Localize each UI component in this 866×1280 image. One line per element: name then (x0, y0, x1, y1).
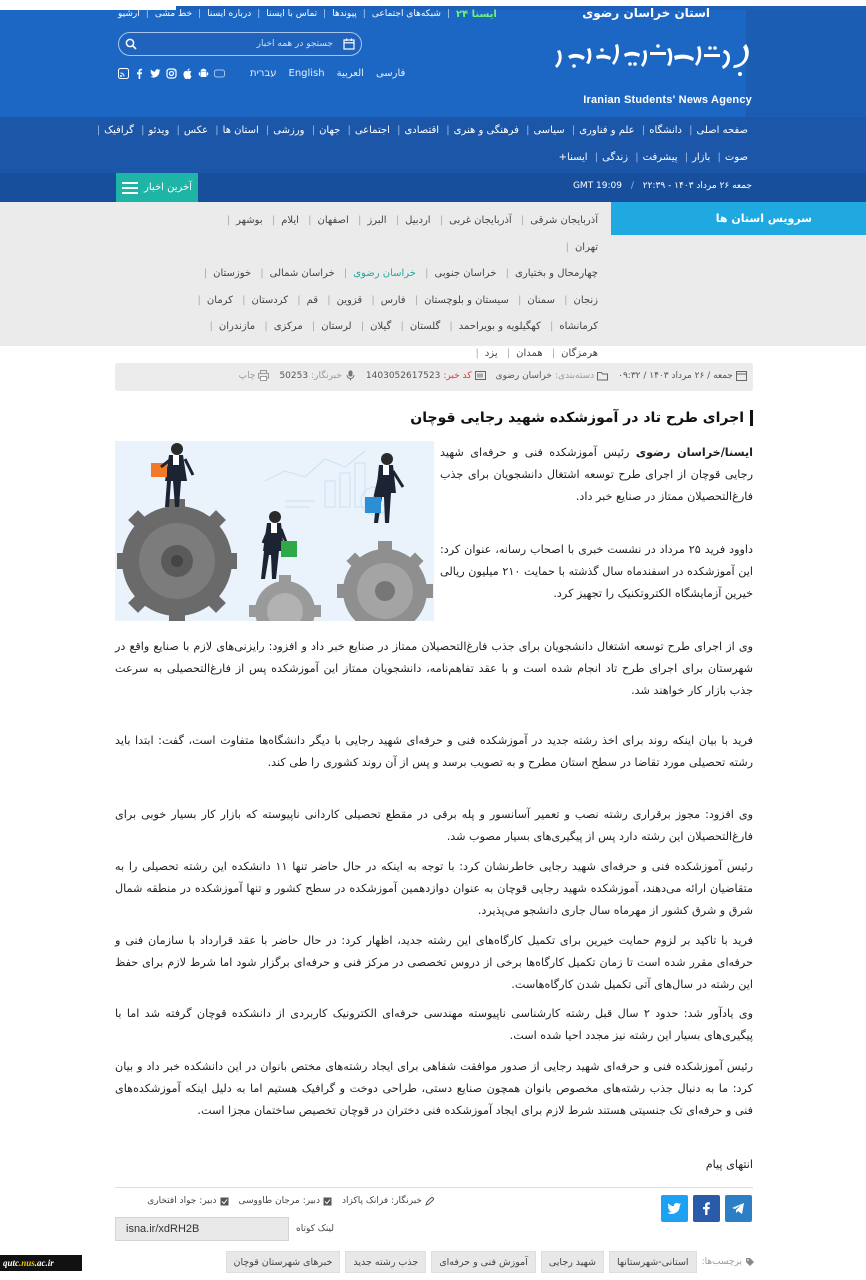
top-link-about[interactable]: درباره ایسنا (207, 9, 252, 19)
article-paragraph: فرید با بیان اینکه روند برای اخذ رشته جدید در آموزشکده فنی و حرفه‌ای شهید رجایی با دیگر دانشگاه‌ها متفاوت است، گفت: ابتدا باید رشته تحصیلی مورد تقاضا در سطح استان مطرح و به تصویب برسد و پس از آن روند کشوری را طی کند. (115, 734, 753, 770)
province-link[interactable]: چهارمحال و بختیاری (515, 268, 598, 279)
credit-reporter-name: فرانک پاکزاد (341, 1196, 389, 1206)
province-title[interactable]: استان خراسان رضوی (582, 6, 710, 20)
menu-university[interactable]: دانشگاه (649, 125, 682, 136)
microphone-icon (345, 370, 356, 381)
province-link[interactable]: آذربایجان غربی (449, 215, 512, 226)
province-link[interactable]: تهران (574, 241, 598, 253)
rss-icon[interactable] (118, 68, 129, 79)
menu-row-1: صفحه اصلی| دانشگاه| علم و فناوری| سیاسی| فرهنگی و هنری| اقتصادی| اجتماعی| جهان| ورزشی| استان ها| عکس| ویدئو| گرافیک| (96, 125, 748, 136)
credit-reporter (342, 1196, 434, 1206)
province-link[interactable]: البرز (367, 215, 387, 226)
tag-item[interactable]: استانی-شهرستانها (609, 1251, 697, 1273)
menu-photo[interactable]: عکس (183, 125, 209, 136)
language-switcher (250, 68, 405, 79)
menu-life[interactable]: زندگی (602, 152, 629, 163)
article-paragraph: وی یادآور شد: حدود ۲ سال قبل رشته کارشناسی ناپیوسته مهندسی حرفه‌ای الکترونیک کاربردی از دانشکده قوچان گرفته شد اما با پیگیری‌های بسیار این رشته نیز مجدد احیا شده است. (115, 1007, 753, 1043)
menu-row-2: صوت| بازار| پیشرفت| زندگی| ایسنا+ (558, 152, 748, 163)
latest-news-label: آخرین اخبار (144, 182, 192, 193)
folder-icon (597, 370, 608, 381)
province-link[interactable]: زنجان (573, 294, 598, 306)
lead-text: رئیس آموزشکده فنی و حرفه‌ای شهید رجایی قوچان از اجرای طرح توسعه اشتغال دانشجویان برای جذب فارغ‌التحصیلان ممتاز در صنایع خبر داد. (440, 446, 753, 504)
shortlink-field[interactable]: isna.ir/xdRH2B (115, 1217, 289, 1241)
calendar-icon (736, 370, 747, 381)
credit-editor (239, 1196, 332, 1206)
search-icon[interactable] (125, 38, 137, 50)
credit-head-editor (147, 1196, 228, 1206)
menu-science[interactable]: علم و فناوری (579, 125, 635, 136)
meta-reporter (279, 370, 355, 381)
menu-economy[interactable]: اقتصادی (404, 125, 440, 136)
province-list (180, 208, 598, 367)
site-logo[interactable] (552, 38, 752, 110)
top-link-social[interactable]: شبکه‌های اجتماعی (371, 9, 441, 19)
menu-isna-plus[interactable]: ایسنا+ (558, 152, 588, 163)
meta-reporter-value: 50253 (279, 370, 309, 381)
instagram-icon[interactable] (166, 68, 177, 79)
top-link-archive[interactable]: آرشیو (118, 9, 140, 19)
menu-sports[interactable]: ورزشی (273, 125, 305, 136)
province-link[interactable]: سمنان (527, 294, 555, 306)
province-link[interactable]: فارس (380, 294, 406, 306)
twitter-icon (667, 1201, 682, 1216)
article-paragraph: رئیس آموزشکده فنی و حرفه‌ای شهید رجایی خاطرنشان کرد: با توجه به اینکه در حال حاضر تنها ۱۱ دانشکده این رشته تحصیلی را به متقاضیان ارائه می‌دهند، آموزشکده شهید رجایی قوچان به عنوان دوازدهمین آموزشکده در سطح کشور و تنها آموزشکده در منطقه شمال شرق و شرق کشور از مهرماه سال جاری دانشجو می‌پذیرد. (115, 860, 753, 918)
share-facebook-button[interactable] (693, 1195, 720, 1222)
barcode-icon (475, 370, 486, 381)
province-link[interactable]: خراسان شمالی (269, 268, 335, 279)
tag-item[interactable]: خبرهای شهرستان قوچان (226, 1251, 341, 1273)
province-row: چهارمحال و بختیاری| خراسان جنوبی| خراسان رضوی| خراسان شمالی| خوزستان| (203, 268, 598, 279)
source-watermark (0, 1255, 82, 1271)
mobile-app-icon[interactable] (214, 68, 225, 79)
province-link[interactable]: کرمان (206, 294, 233, 306)
province-link[interactable]: گیلان (370, 321, 392, 332)
provinces-service-label: سرویس استان ها (611, 202, 866, 235)
meta-category (496, 370, 609, 381)
android-icon[interactable] (198, 68, 209, 79)
meta-date (618, 370, 747, 381)
news-meta (239, 370, 747, 381)
top-link-contact[interactable]: تماس با ایسنا (266, 9, 318, 19)
print-label: چاپ (238, 370, 256, 381)
province-link[interactable]: کهگیلویه و بویراحمد (458, 321, 541, 332)
article-paragraph: وی افزود: مجوز برقراری رشته نصب و تعمیر آسانسور و پله برقی در مقطع تحصیلی کاردانی ناپیوسته که بازار کار بسیار خوبی برای فارغ‌التحصیلان این رشته دارد پس از پیگیری‌های بسیار مصوب شد. (115, 808, 753, 844)
news-meta-bar (115, 363, 753, 391)
tags-label: برچسب‌ها: (701, 1257, 742, 1267)
tag-item[interactable]: آموزش فنی و حرفه‌ای (431, 1251, 536, 1273)
article-paragraph: وی از اجرای طرح توسعه اشتغال دانشجویان برای جذب فارغ‌التحصیلان ممتاز در صنایع خبر داد و افزود: رایزنی‌های لازم با صنایع واقع در شهرستان برای اجرای طرح تاد انجام شده است و با عقد تفاهم‌نامه، دانشجویان ممتاز این آموزشکده پس از فارغ‌التحصیلی به سرعت جذب بازار کار خواهند شد. (115, 640, 753, 698)
menu-audio[interactable]: صوت (724, 152, 748, 163)
latest-news-button[interactable] (116, 173, 198, 202)
menu-video[interactable]: ویدئو (148, 125, 170, 136)
date-gmt: GMT 19:09 (572, 181, 622, 191)
province-link[interactable]: یزد (484, 347, 498, 359)
article-paragraph: داوود فرید ۲۵ مرداد در نشست خبری با اصحاب رسانه، عنوان کرد: این آموزشکده در اسفندماه سال گذشته با حمایت ۲۱۰ میلیون ریالی خیرین آزمایشگاه الکتروتکنیک را تجهیز کرد. (440, 543, 753, 601)
search-input[interactable] (143, 35, 333, 53)
province-link[interactable]: بوشهر (236, 215, 263, 226)
telegram-icon (731, 1201, 746, 1216)
province-link[interactable]: قزوین (336, 294, 363, 306)
menu-politics[interactable]: سیاسی (533, 125, 565, 136)
calendar-icon[interactable] (343, 38, 355, 50)
credit-reporter-label: خبرنگار: (391, 1196, 422, 1206)
meta-code (366, 370, 486, 381)
share-telegram-button[interactable] (725, 1195, 752, 1222)
article-paragraph: فرید با تاکید بر لزوم حمایت خیرین برای تکمیل کارگاه‌های این رشته جدید، اظهار کرد: در حال حاضر با عقد قرارداد با سازمان فنی و حرفه‌ای مقرر شده است تا زمان تکمیل کارگاه‌ها برخی از دروس تخصصی در مرکز فنی و حرفه‌ای برگزار شود اما شرط لازم برای حفظ این رشته در سال‌های آتی تکمیل شدن کارگاه‌هاست. (115, 934, 753, 992)
lang-hebrew[interactable]: עברית (250, 68, 277, 79)
tag-icon (745, 1257, 755, 1267)
province-row: کرمانشاه| کهگیلویه و بویراحمد| گلستان| گیلان| لرستان| مرکزی| مازندران| (209, 321, 598, 332)
logo-persian-wordmark (554, 38, 752, 88)
meta-code-label: کد خبر: (443, 370, 472, 381)
menu-progress[interactable]: پیشرفت (642, 152, 678, 163)
top-links: آرشیو | خط مشی | درباره ایسنا | تماس با ایسنا | پیوندها | شبکه‌های اجتماعی | ایسنا ۲۴ (118, 8, 497, 20)
article-paragraph: رئیس آموزشکده فنی و حرفه‌ای شهید رجایی از صدور موافقت شفاهی برای ایجاد رشته‌های مختص بانوان در این دانشکده خبر داد و بیان کرد: ما به دنبال جذب رشته‌های مخصوص بانوان همچون صنایع دستی، طراحی دوخت و گرافیک هستیم اما به دلیل اینکه آموزشکده‌های فنی و حرفه‌ای تک جنسیتی هستند شرط لازم برای ایجاد آموزشکده فنی دختران در قوچان تخصیص ساختمان مجزا است. (115, 1060, 753, 1118)
meta-date-text: جمعه / ۲۶ مرداد ۱۴۰۳ / ۰۹:۳۲ (618, 370, 733, 381)
article-credits (114, 1196, 434, 1206)
province-link[interactable]: اردبیل (405, 215, 431, 226)
lang-arabic[interactable]: العربیة (336, 68, 364, 79)
tags-label-wrap (702, 1257, 755, 1267)
social-links (118, 68, 225, 79)
tag-item[interactable]: شهید رجایی (541, 1251, 604, 1273)
province-row: زنجان| سمنان| سیستان و بلوچستان| فارس| قزوین| قم| کردستان| کرمان| (197, 294, 598, 306)
lead-source: ایسنا/خراسان رضوی (635, 446, 753, 459)
province-row: آذربایجان شرقی| آذربایجان غربی| اردبیل| البرز| اصفهان| ایلام| بوشهر| تهران| (226, 215, 598, 253)
menu-culture[interactable]: فرهنگی و هنری (453, 125, 519, 136)
province-link[interactable]: ایلام (281, 215, 299, 226)
province-link[interactable]: مازندران (218, 321, 256, 332)
province-row: هرمزگان| همدان| یزد| (475, 347, 598, 359)
province-link[interactable]: لرستان (321, 321, 352, 332)
credit-editor-label: دبیر: (302, 1196, 320, 1206)
apple-icon[interactable] (182, 68, 193, 79)
province-link[interactable]: هرمزگان (561, 347, 598, 359)
share-twitter-button[interactable] (661, 1195, 688, 1222)
header-shade (746, 10, 866, 117)
date-persian: جمعه ۲۶ مرداد ۱۴۰۳ - ۲۲:۳۹ (642, 181, 752, 191)
logo-english: Iranian Students' News Agency (583, 94, 752, 106)
menu-market[interactable]: بازار (692, 152, 711, 163)
watermark-mid: .nus (19, 1258, 35, 1268)
province-link[interactable]: گلستان (409, 321, 441, 332)
watermark-right: .ac.ir (34, 1258, 54, 1268)
province-link[interactable]: مرکزی (273, 321, 303, 332)
lang-english[interactable]: English (288, 68, 325, 79)
province-link[interactable]: آذربایجان شرقی (530, 215, 598, 226)
province-link[interactable]: کردستان (251, 294, 289, 306)
top-link-policy[interactable]: خط مشی (154, 9, 193, 19)
print-button[interactable] (239, 370, 270, 381)
province-link[interactable]: همدان (516, 347, 543, 359)
facebook-icon[interactable] (134, 68, 145, 79)
credit-head-editor-label: دبیر: (199, 1196, 217, 1206)
current-date: جمعه ۲۶ مرداد ۱۴۰۳ - ۲۲:۳۹ / GMT 19:09 (572, 181, 752, 191)
search-box (118, 32, 362, 56)
watermark-left: qutc (3, 1258, 20, 1268)
checkbox-icon (220, 1197, 229, 1206)
menu-world[interactable]: جهان (319, 125, 341, 136)
article-divider (115, 1187, 753, 1188)
province-link[interactable]: قم (306, 294, 319, 306)
facebook-icon (699, 1201, 714, 1216)
shortlink-label: لینک کوتاه (296, 1224, 334, 1234)
credit-head-editor-name: جواد افتخاری (147, 1196, 197, 1206)
meta-code-value: 1403052617523 (365, 370, 441, 381)
hamburger-icon (122, 182, 138, 194)
province-link[interactable]: اصفهان (317, 215, 349, 226)
menu-provinces[interactable]: استان ها (222, 125, 259, 136)
isna24-link[interactable]: ایسنا ۲۴ (455, 8, 497, 20)
article-lead (440, 442, 753, 509)
menu-social[interactable]: اجتماعی (354, 125, 390, 136)
credit-editor-name: مرجان طاووسی (238, 1196, 300, 1206)
province-link[interactable]: کرمانشاه (559, 321, 598, 332)
article-title: اجرای طرح تاد در آموزشکده شهید رجایی قوچان (200, 410, 753, 426)
province-link[interactable]: خراسان جنوبی (434, 268, 497, 279)
lang-persian[interactable]: فارسی (375, 68, 406, 79)
article-image (115, 441, 434, 621)
tags (175, 1250, 755, 1274)
meta-reporter-label: خبرنگار: (311, 370, 342, 381)
checkbox-icon (323, 1197, 332, 1206)
province-link-active[interactable]: خراسان رضوی (353, 268, 416, 279)
meta-category-label: دسته‌بندی: (555, 370, 595, 381)
pencil-icon (425, 1197, 434, 1206)
tag-item[interactable]: جذب رشته جدید (345, 1251, 426, 1273)
article-end: انتهای پیام (705, 1158, 753, 1171)
menu-home[interactable]: صفحه اصلی (696, 125, 748, 136)
province-link[interactable]: سیستان و بلوچستان (424, 294, 509, 306)
twitter-icon[interactable] (150, 68, 161, 79)
meta-category-value[interactable]: خراسان رضوی (495, 370, 552, 381)
top-link-links[interactable]: پیوندها (332, 9, 357, 19)
menu-graphic[interactable]: گرافیک (104, 125, 134, 136)
printer-icon (258, 370, 269, 381)
province-link[interactable]: خوزستان (213, 268, 252, 279)
